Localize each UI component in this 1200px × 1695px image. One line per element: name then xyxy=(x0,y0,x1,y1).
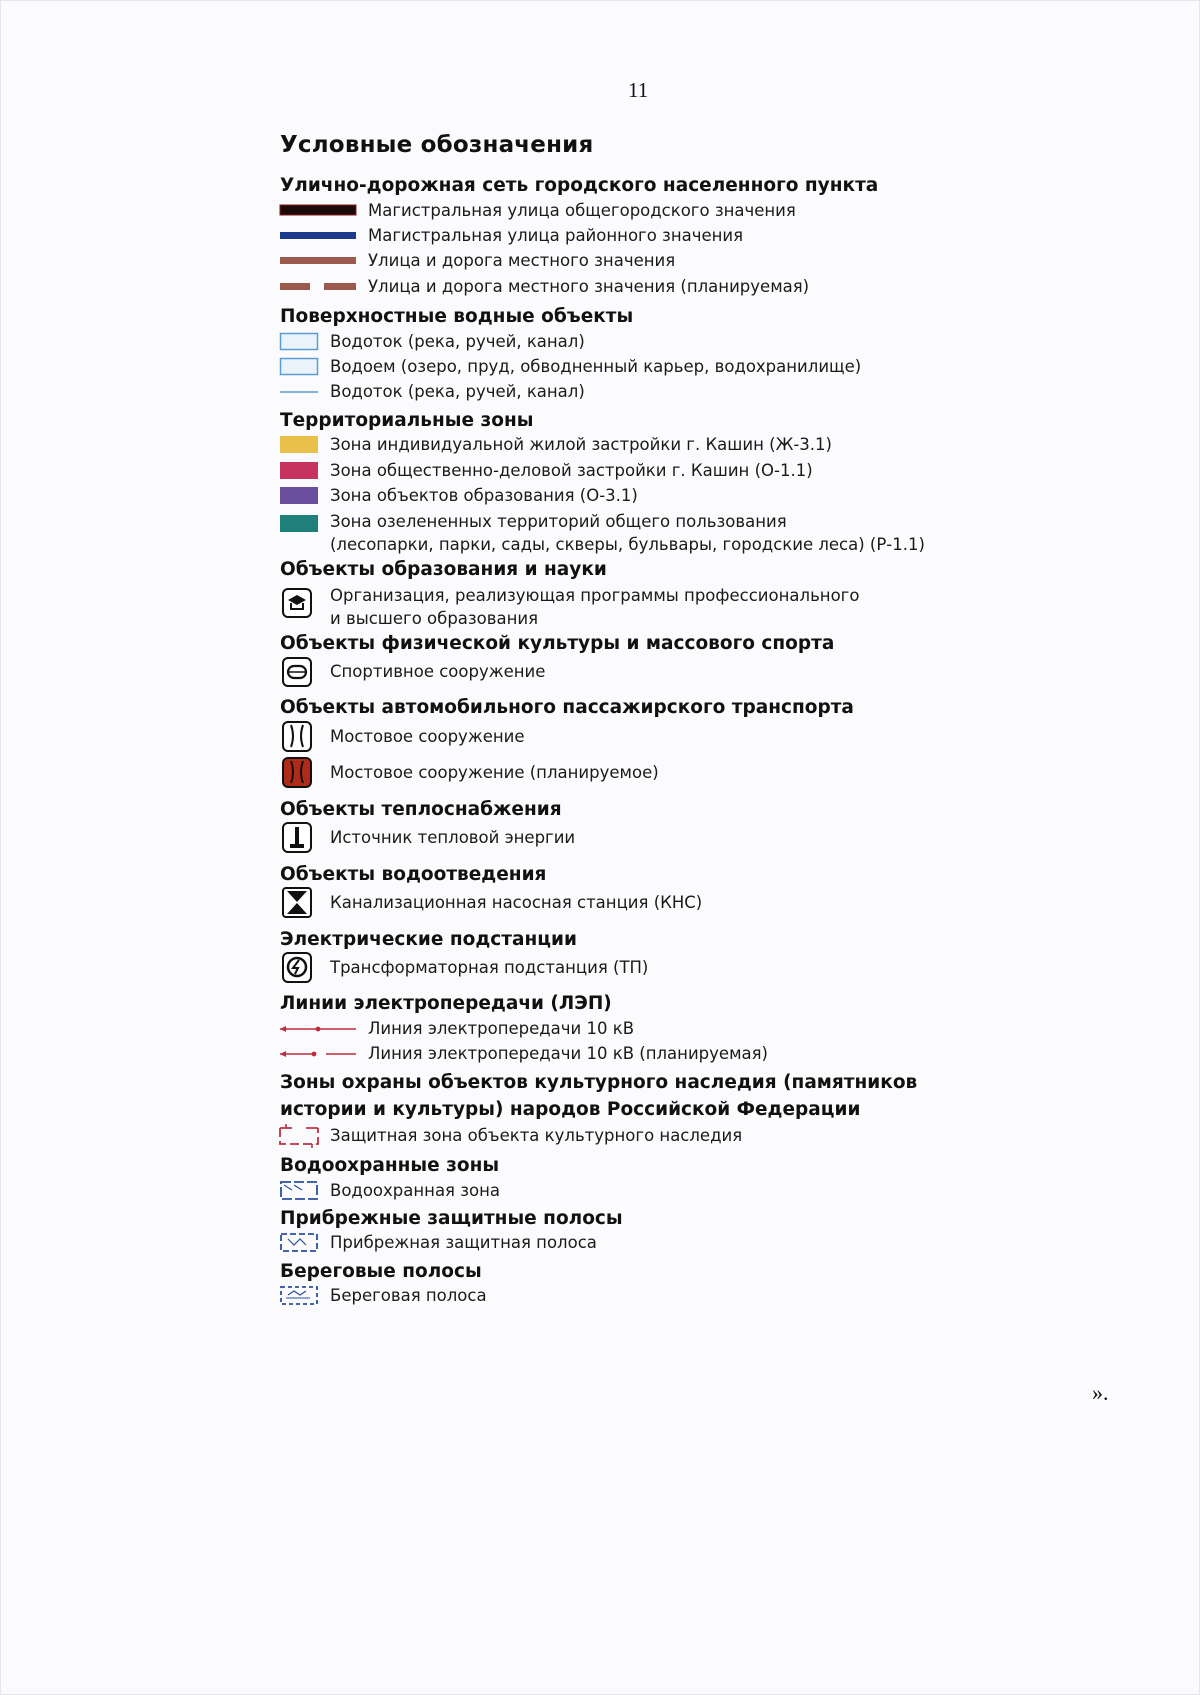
legend-item-power-line-planned xyxy=(280,1042,1000,1066)
pump-station-icon xyxy=(280,891,322,921)
zone-education-swatch xyxy=(280,484,322,508)
legend-label: Канализационная насосная станция (КНС) xyxy=(330,893,703,912)
shore-strip-symbol xyxy=(280,1284,322,1308)
legend-item-bridge-planned xyxy=(280,761,1000,785)
legend-title: Условные обозначения xyxy=(280,132,594,158)
legend-item-heat-source xyxy=(280,826,1000,850)
legend-label: Организация, реализующая программы профессионального xyxy=(330,586,860,605)
legend-item-power-line xyxy=(280,1017,1000,1041)
watercourse-line-symbol xyxy=(280,380,322,404)
legend-item-higher-education xyxy=(280,583,1000,629)
water-body-symbol xyxy=(280,355,322,379)
section-title-coastal-strips: Прибрежные защитные полосы xyxy=(280,1208,623,1229)
water-protection-zone-symbol xyxy=(280,1179,322,1203)
closing-quote-mark: ». xyxy=(1092,1380,1109,1405)
heritage-zone-symbol xyxy=(280,1124,322,1150)
section-title-transport: Объекты автомобильного пассажирского транспорта xyxy=(280,697,854,718)
watercourse-area-symbol xyxy=(280,330,322,354)
legend-item-road-local-planned xyxy=(280,275,1000,299)
legend-label: Спортивное сооружение xyxy=(330,662,546,681)
stadium-icon xyxy=(280,660,322,690)
legend-item-coastal-strip xyxy=(280,1231,1000,1255)
legend-item-road-district xyxy=(280,224,1000,248)
legend-item-water-protection-zone xyxy=(280,1179,1000,1203)
section-title-education: Объекты образования и науки xyxy=(280,559,607,580)
bridge-planned-icon xyxy=(280,761,322,791)
transformer-icon xyxy=(280,956,322,986)
road-citywide-symbol xyxy=(280,199,360,223)
power-line-planned-symbol xyxy=(280,1042,360,1066)
section-title-sewer: Объекты водоотведения xyxy=(280,864,547,885)
graduation-cap-icon xyxy=(280,583,322,623)
coastal-strip-symbol xyxy=(280,1231,322,1255)
legend-label: Водоохранная зона xyxy=(330,1181,500,1200)
section-title-roads: Улично-дорожная сеть городского населенного пункта xyxy=(280,175,879,196)
legend-label: Линия электропередачи 10 кВ xyxy=(368,1019,635,1038)
legend-label: Зона индивидуальной жилой застройки г. Кашин (Ж-3.1) xyxy=(330,435,832,454)
section-title-heat: Объекты теплоснабжения xyxy=(280,799,562,820)
legend-item-bridge xyxy=(280,725,1000,749)
legend-label: Защитная зона объекта культурного наследия xyxy=(330,1126,743,1145)
legend-label: Улица и дорога местного значения (планируемая) xyxy=(368,277,810,296)
legend-item-pump-station xyxy=(280,891,1000,915)
zone-business-swatch xyxy=(280,459,322,483)
legend-item-heritage-zone xyxy=(280,1124,1000,1148)
road-local-symbol xyxy=(280,249,360,273)
road-district-symbol xyxy=(280,224,360,248)
legend-item-road-local xyxy=(280,249,1000,273)
page-number: 11 xyxy=(628,78,649,102)
legend-label-continued: и высшего образования xyxy=(330,609,539,628)
bridge-icon xyxy=(280,725,322,755)
legend-label-continued: (лесопарки, парки, сады, скверы, бульвары, городские леса) (Р-1.1) xyxy=(330,535,925,554)
legend-label: Водоток (река, ручей, канал) xyxy=(330,332,585,351)
heat-source-icon xyxy=(280,826,322,856)
section-title-zones: Территориальные зоны xyxy=(280,410,534,431)
legend-item-zone-residential xyxy=(280,433,1000,457)
legend-label: Водоем (озеро, пруд, обводненный карьер, водохранилище) xyxy=(330,357,862,376)
legend-label: Береговая полоса xyxy=(330,1286,487,1305)
legend-item-transformer xyxy=(280,956,1000,980)
legend-label: Прибрежная защитная полоса xyxy=(330,1233,597,1252)
legend-item-zone-green xyxy=(280,509,1000,555)
section-title-water: Поверхностные водные объекты xyxy=(280,306,634,327)
legend-label: Водоток (река, ручей, канал) xyxy=(330,382,585,401)
section-title-shore-strips: Береговые полосы xyxy=(280,1261,482,1282)
section-title-water-protection: Водоохранные зоны xyxy=(280,1155,500,1176)
legend-item-watercourse-area xyxy=(280,330,1000,354)
legend-label: Улица и дорога местного значения xyxy=(368,251,676,270)
section-title-heritage-line2: истории и культуры) народов Российской Федерации xyxy=(280,1099,861,1120)
power-line-symbol xyxy=(280,1017,360,1041)
zone-residential-swatch xyxy=(280,433,322,457)
section-title-heritage: Зоны охраны объектов культурного наследия (памятников xyxy=(280,1072,918,1093)
legend-item-water-body xyxy=(280,355,1000,379)
legend-label: Линия электропередачи 10 кВ (планируемая) xyxy=(368,1044,768,1063)
zone-green-swatch xyxy=(280,509,322,533)
road-local-planned-symbol xyxy=(280,275,360,299)
legend-item-zone-business xyxy=(280,459,1000,483)
legend-label: Трансформаторная подстанция (ТП) xyxy=(330,958,649,977)
legend-item-road-citywide xyxy=(280,199,1000,223)
legend-label: Магистральная улица районного значения xyxy=(368,226,744,245)
section-title-sport: Объекты физической культуры и массового спорта xyxy=(280,633,835,654)
legend-item-zone-education xyxy=(280,484,1000,508)
legend-label: Источник тепловой энергии xyxy=(330,828,576,847)
legend-label: Зона озелененных территорий общего пользования xyxy=(330,512,787,531)
legend-label: Мостовое сооружение (планируемое) xyxy=(330,763,659,782)
legend-label: Зона объектов образования (О-3.1) xyxy=(330,486,638,505)
legend-item-sport-facility xyxy=(280,660,1000,684)
section-title-power-lines: Линии электропередачи (ЛЭП) xyxy=(280,993,612,1014)
section-title-substations: Электрические подстанции xyxy=(280,929,577,950)
legend-item-shore-strip xyxy=(280,1284,1000,1308)
legend-label: Мостовое сооружение xyxy=(330,727,525,746)
legend-label: Магистральная улица общегородского значения xyxy=(368,201,796,220)
legend-label: Зона общественно-деловой застройки г. Кашин (О-1.1) xyxy=(330,461,813,480)
legend-item-watercourse-line xyxy=(280,380,1000,404)
